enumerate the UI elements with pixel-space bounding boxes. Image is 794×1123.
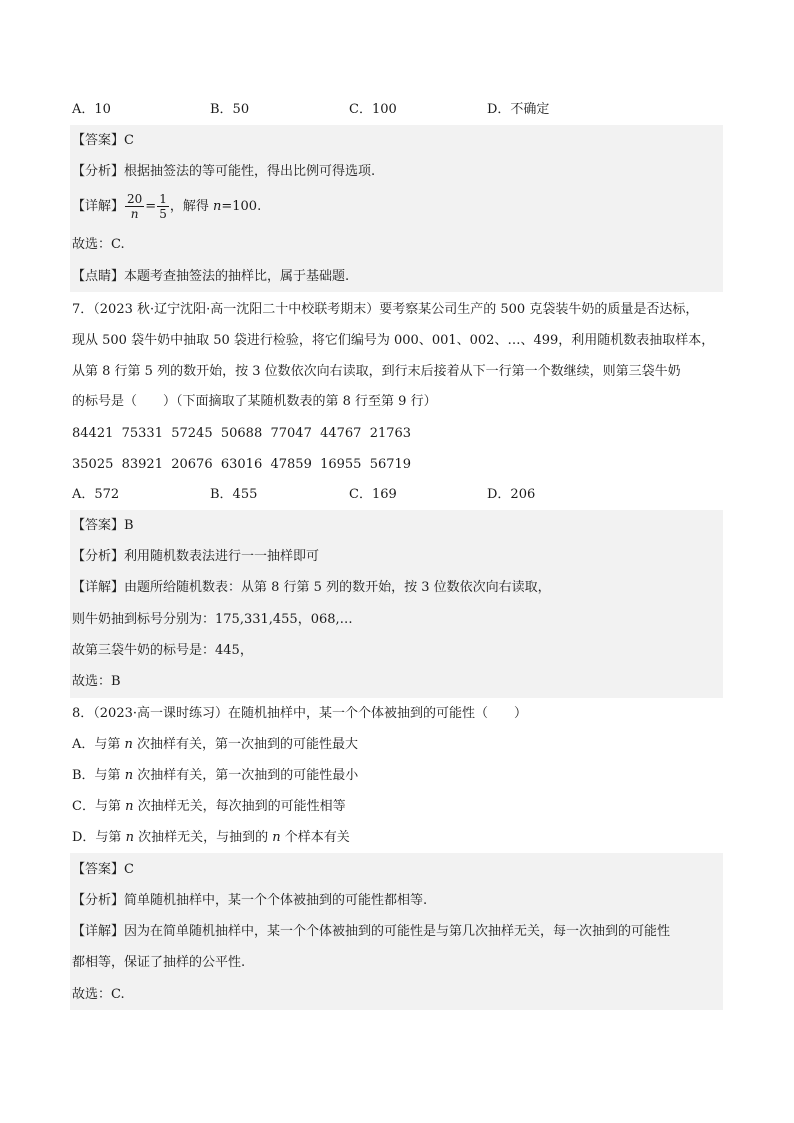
q7-stem-line-2: 现从 500 袋牛奶中抽取 50 袋进行检验，将它们编号为 000、001、002、…、499，利用随机数表抽取样本，: [72, 333, 715, 348]
q7-detail-line-3: 故第三袋牛奶的标号是：445，: [72, 643, 253, 658]
q7-solution-block: [70, 510, 723, 698]
q8-detail-line-2: 都相等，保证了抽样的公平性.: [72, 955, 246, 970]
q8-option-b: B．与第 n 次抽样有关，第一次抽到的可能性最小: [72, 768, 359, 783]
q6-option-d: D．不确定: [487, 102, 550, 117]
q8-option-d: D．与第 n 次抽样无关，与抽到的 n 个样本有关: [72, 830, 350, 845]
q6-option-a: A．10: [72, 102, 111, 117]
q8-detail-line-1: 【详解】因为在简单随机抽样中，某一个个体被抽到的可能性是与第几次抽样无关，每一次抽到的可能性: [72, 924, 671, 939]
q7-option-d: D．206: [487, 487, 536, 502]
q6-answer: 【答案】C: [72, 133, 134, 148]
q7-option-a: A．572: [72, 487, 120, 502]
q8-stem: 8．（2023·高一课时练习）在随机抽样中，某一个个体被抽到的可能性（ ）: [72, 706, 527, 721]
q6-choice: 故选：C.: [72, 237, 125, 252]
q6-detail-prefix: 【详解】: [72, 199, 125, 214]
q7-stem-line-4: 的标号是（ ）（下面摘取了某随机数表的第 8 行至第 9 行）: [72, 394, 437, 409]
q7-detail-line-1: 【详解】由题所给随机数表：从第 8 行第 5 列的数开始，按 3 位数依次向右读取，: [72, 580, 551, 595]
q6-equals: =: [145, 199, 157, 214]
q8-option-c: C．与第 n 次抽样无关，每次抽到的可能性相等: [72, 799, 346, 814]
q7-option-c: C．169: [349, 487, 397, 502]
q8-analysis: 【分析】简单随机抽样中，某一个个体被抽到的可能性都相等.: [72, 893, 428, 908]
q7-options: [72, 486, 722, 504]
q7-random-table-row-8: 84421 75331 57245 50688 77047 44767 21763: [72, 426, 412, 441]
q7-analysis: 【分析】利用随机数表法进行一一抽样即可: [72, 549, 320, 564]
q7-answer: 【答案】B: [72, 518, 134, 533]
q8-option-a: A．与第 n 次抽样有关，第一次抽到的可能性最大: [72, 737, 359, 752]
q6-options: [72, 101, 722, 119]
q6-comment: 【点睛】本题考查抽签法的抽样比，属于基础题.: [72, 269, 350, 284]
q8-choice: 故选：C.: [72, 987, 125, 1002]
q7-stem-line-3: 从第 8 行第 5 列的数开始，按 3 位数依次向右读取，到行末后接着从下一行第一个数继续，则第三袋牛奶: [72, 364, 681, 379]
q6-option-b: B．50: [210, 102, 250, 117]
q6-analysis: 【分析】根据抽签法的等可能性，得出比例可得选项.: [72, 164, 376, 179]
q6-fraction-20-over-n: $\frac{20}{n}$: [127, 192, 143, 221]
q7-option-b: B．455: [210, 487, 258, 502]
q7-choice: 故选：B: [72, 674, 121, 689]
q6-fraction-1-over-5: $\frac{1}{5}$: [159, 192, 167, 221]
q7-stem-line-1: 7．（2023 秋·辽宁沈阳·高一沈阳二十中校联考期末）要考察某公司生产的 500 克袋装牛奶的质量是否达标，: [72, 302, 699, 317]
q7-detail-line-2: 则牛奶抽到标号分别为：175,331,455，068,…: [72, 612, 353, 627]
q6-detail: 【详解】 $\frac{20}{n}$ = $\frac{1}{5}$ ，解得 n=100.: [72, 192, 262, 221]
q8-answer: 【答案】C: [72, 862, 134, 877]
q7-random-table-row-9: 35025 83921 20676 63016 47859 16955 56719: [72, 457, 412, 472]
q6-option-c: C．100: [349, 102, 397, 117]
